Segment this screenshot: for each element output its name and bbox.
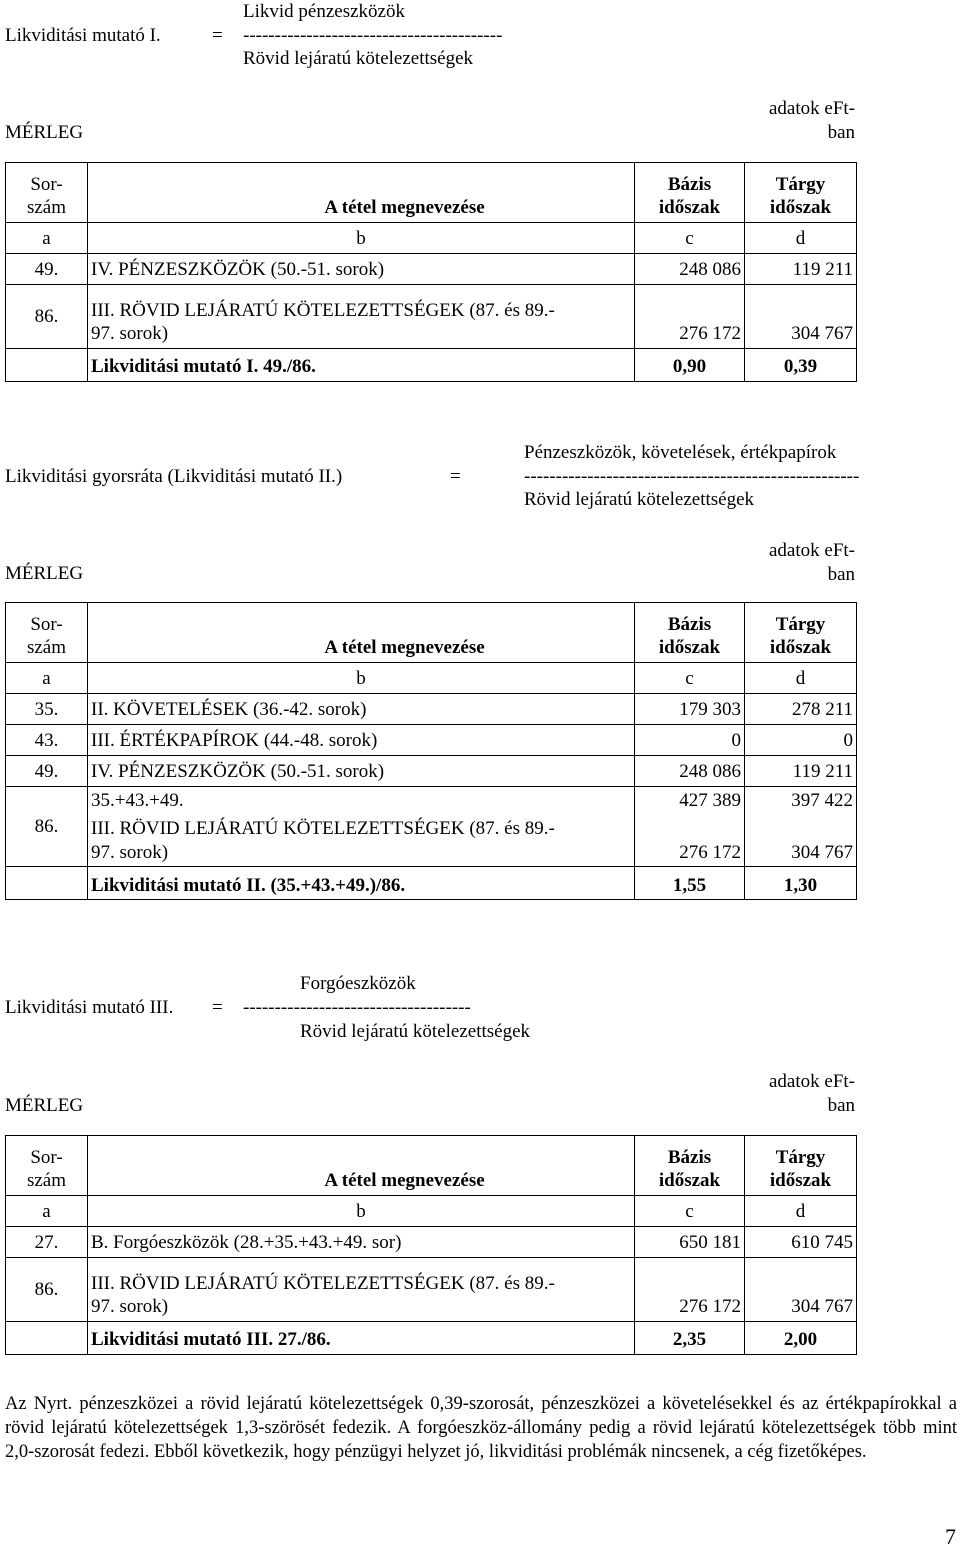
result-base-value: 0,90 [635,349,745,382]
merleg-table-1 [5,162,857,382]
row-number: 86. [6,285,88,349]
table-row [6,815,857,867]
letter-b: b [88,223,635,254]
table-letter-row [6,1196,857,1227]
table-row [6,756,857,787]
row-current-value: 304 767 [745,815,857,867]
table-header-row [6,1136,857,1196]
header-tetel: A tétel megnevezése [88,163,635,223]
result-current-value: 0,39 [745,349,857,382]
unit-line-2: ban [827,563,855,585]
formula-label: Likviditási gyorsráta (Likviditási mutató II.) [5,466,343,487]
row-current-value: 0 [745,725,857,756]
table-row [6,1227,857,1258]
formula-numerator: Likvid pénzeszközök [243,1,405,22]
summary-paragraph: Az Nyrt. pénzeszközei a rövid lejáratú kötelezettségek 0,39-szorosát, pénzeszközei a követelésekkel és az értékpapírokkal a rövid lejáratú kötelezettségek 1,3-szörösét fedezik. A forgóeszköz-állomány pedig a rövid lejáratú kötelezettségek több mint 2,0-szorosát fedezi. Ebből következik, hogy pénzügyi helyzet jó, likviditási problémák nincsenek, a cég fizetőképes. [5,1394,957,1462]
letter-b: b [88,1196,635,1227]
row-current-value: 610 745 [745,1227,857,1258]
formula-denominator: Rövid lejáratú kötelezettségek [524,489,755,510]
table-result-row [6,1322,857,1355]
row-name: IV. PÉNZESZKÖZÖK (50.-51. sorok) [88,756,635,787]
table-row [6,1258,857,1322]
letter-c: c [635,1196,745,1227]
result-base-value: 1,55 [635,867,745,900]
header-targy: Tárgy időszak [745,163,857,223]
letter-d: d [745,663,857,694]
formula-equals: = [212,997,223,1018]
unit-line-1: adatok eFt- [768,98,855,119]
row-name: II. KÖVETELÉSEK (36.-42. sorok) [88,694,635,725]
table-row [6,725,857,756]
row-number: 49. [6,756,88,787]
row-current-value: 397 422 [745,787,857,815]
table-header-row [6,603,857,663]
header-bazis: Bázis időszak [635,1136,745,1196]
header-sorszam: Sor- szám [6,163,88,223]
letter-d: d [745,1196,857,1227]
formula-denominator: Rövid lejáratú kötelezettségek [300,1021,531,1042]
header-tetel: A tétel megnevezése [88,603,635,663]
table-result-row [6,349,857,382]
row-number [6,349,88,382]
row-name: III. RÖVID LEJÁRATÚ KÖTELEZETTSÉGEK (87. és 89.- 97. sorok) [88,1258,635,1322]
table-row [6,694,857,725]
merleg-label: MÉRLEG [5,1095,84,1116]
row-base-value: 276 172 [635,285,745,349]
result-name: Likviditási mutató III. 27./86. [88,1322,635,1355]
table-row [6,787,857,815]
row-number: 35. [6,694,88,725]
result-current-value: 1,30 [745,867,857,900]
unit-label [769,539,855,587]
row-number [6,867,88,900]
row-name: IV. PÉNZESZKÖZÖK (50.-51. sorok) [88,254,635,285]
letter-a: a [6,223,88,254]
unit-label [769,1070,855,1118]
unit-line-2: ban [827,121,855,143]
formula-denominator: Rövid lejáratú kötelezettségek [243,48,474,69]
row-name: B. Forgóeszközök (28.+35.+43.+49. sor) [88,1227,635,1258]
row-number: 86. [6,787,88,867]
result-current-value: 2,00 [745,1322,857,1355]
letter-a: a [6,663,88,694]
row-base-value: 179 303 [635,694,745,725]
formula-fraction-line: ------------------------------------ [243,997,471,1018]
row-name: III. RÖVID LEJÁRATÚ KÖTELEZETTSÉGEK (87. és 89.- 97. sorok) [88,815,635,867]
row-current-value: 304 767 [745,1258,857,1322]
row-base-value: 276 172 [635,815,745,867]
result-name: Likviditási mutató II. (35.+43.+49.)/86. [88,867,635,900]
header-bazis: Bázis időszak [635,603,745,663]
table-letter-row [6,223,857,254]
letter-c: c [635,663,745,694]
merleg-table-3 [5,1135,857,1355]
table-row [6,254,857,285]
letter-c: c [635,223,745,254]
row-current-value: 119 211 [745,254,857,285]
row-number: 86. [6,1258,88,1322]
header-targy: Tárgy időszak [745,1136,857,1196]
merleg-table-2 [5,602,857,900]
row-current-value: 278 211 [745,694,857,725]
unit-line-1: adatok eFt- [768,1071,855,1092]
formula-equals: = [212,25,223,46]
letter-d: d [745,223,857,254]
row-number: 27. [6,1227,88,1258]
row-number: 43. [6,725,88,756]
formula-numerator: Pénzeszközök, követelések, értékpapírok [524,442,837,463]
row-name: 35.+43.+49. [88,787,635,815]
formula-fraction-line: ----------------------------------------- [243,25,503,46]
table-result-row [6,867,857,900]
row-number [6,1322,88,1355]
merleg-label: MÉRLEG [5,563,84,584]
formula-equals: = [450,466,461,487]
header-targy: Tárgy időszak [745,603,857,663]
header-sorszam: Sor- szám [6,1136,88,1196]
row-base-value: 248 086 [635,756,745,787]
row-current-value: 304 767 [745,285,857,349]
row-base-value: 248 086 [635,254,745,285]
header-tetel: A tétel megnevezése [88,1136,635,1196]
row-base-value: 0 [635,725,745,756]
formula-label: Likviditási mutató III. [5,997,174,1018]
row-base-value: 276 172 [635,1258,745,1322]
merleg-label: MÉRLEG [5,122,84,143]
table-letter-row [6,663,857,694]
formula-label: Likviditási mutató I. [5,25,161,46]
row-base-value: 650 181 [635,1227,745,1258]
result-base-value: 2,35 [635,1322,745,1355]
letter-a: a [6,1196,88,1227]
row-name: III. ÉRTÉKPAPÍROK (44.-48. sorok) [88,725,635,756]
letter-b: b [88,663,635,694]
row-number: 49. [6,254,88,285]
formula-fraction-line: ----------------------------------------------------- [524,466,860,487]
row-base-value: 427 389 [635,787,745,815]
row-current-value: 119 211 [745,756,857,787]
table-row [6,285,857,349]
header-sorszam: Sor- szám [6,603,88,663]
table-header-row [6,163,857,223]
row-name: III. RÖVID LEJÁRATÚ KÖTELEZETTSÉGEK (87. és 89.- 97. sorok) [88,285,635,349]
formula-numerator: Forgóeszközök [300,973,416,994]
unit-label [769,97,855,145]
header-bazis: Bázis időszak [635,163,745,223]
result-name: Likviditási mutató I. 49./86. [88,349,635,382]
unit-line-2: ban [827,1094,855,1116]
page-number: 7 [945,1524,956,1549]
unit-line-1: adatok eFt- [768,540,855,561]
